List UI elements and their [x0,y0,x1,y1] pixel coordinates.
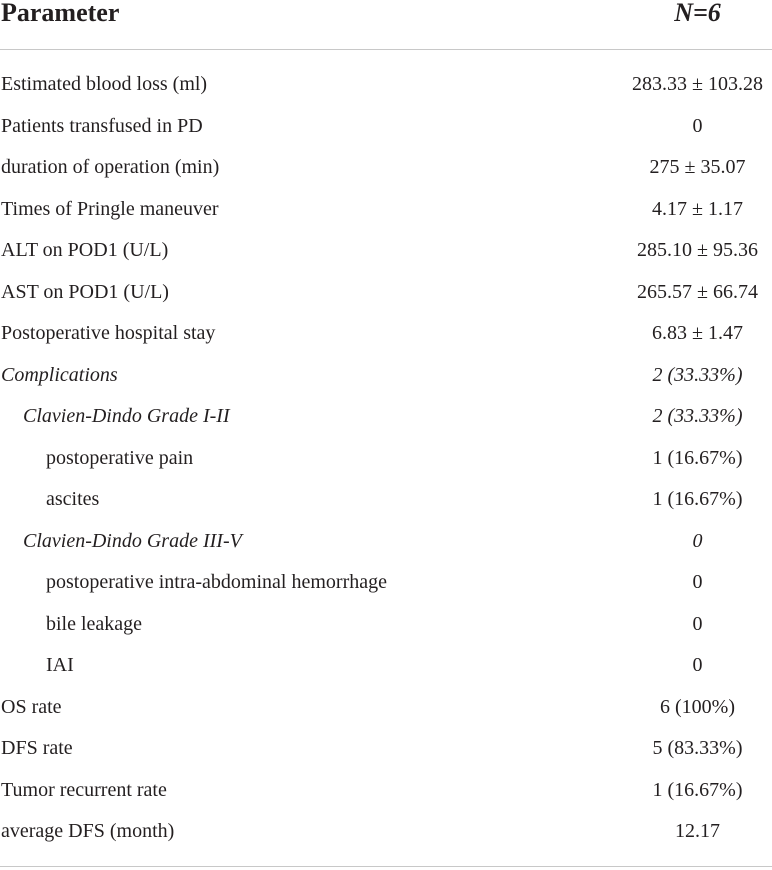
row-value: 0 [692,114,703,137]
row-label: AST on POD1 (U/L) [1,280,169,303]
row-value: 285.10 ± 95.36 [637,239,758,261]
row-value: 12.17 [675,820,720,842]
row-label: IAI [46,654,74,676]
table-row [0,147,772,189]
row-label: Patients transfused in PD [1,114,203,137]
row-label: postoperative intra-abdominal hemorrhage [46,571,387,593]
row-label: Clavien-Dindo Grade III-V [23,529,242,552]
table-row [0,645,772,687]
row-value: 6 (100%) [660,695,735,718]
row-value: 0 [692,571,703,593]
row-label: OS rate [1,695,62,718]
row-value: 2 (33.33%) [652,405,743,427]
header-n: N=6 [674,0,721,27]
table-row [0,479,772,521]
table-body [0,64,772,853]
row-label: postoperative pain [46,446,194,469]
row-label: Times of Pringle maneuver [1,197,219,220]
row-label: DFS rate [1,737,73,759]
row-label: ascites [46,488,100,510]
table-row [0,396,772,438]
row-value: 5 (83.33%) [652,737,743,759]
table-row [0,811,772,853]
row-value: 283.33 ± 103.28 [632,73,763,95]
table-row [0,438,772,480]
header-parameter: Parameter [1,0,120,27]
table-row [0,770,772,812]
table-row [0,313,772,355]
row-label: Postoperative hospital stay [1,322,216,344]
table-row [0,64,772,106]
table-row [0,604,772,646]
table-row [0,106,772,148]
row-value: 275 ± 35.07 [649,156,746,178]
row-value: 1 (16.67%) [652,488,743,510]
table-row [0,562,772,604]
row-value: 0 [692,612,703,635]
table-row [0,230,772,272]
table-header [0,0,772,50]
row-label: Complications [1,363,118,386]
row-label: Estimated blood loss (ml) [1,73,208,95]
row-value: 265.57 ± 66.74 [637,280,758,303]
table-row [0,189,772,231]
table-row [0,272,772,314]
row-value: 0 [692,654,703,676]
row-value: 6.83 ± 1.47 [652,322,743,344]
row-label: ALT on POD1 (U/L) [1,239,169,261]
table-row [0,521,772,563]
row-value: 4.17 ± 1.17 [652,197,743,220]
table-row [0,687,772,729]
row-label: Clavien-Dindo Grade I-II [23,405,230,427]
row-value: 1 (16.67%) [652,446,743,469]
row-label: bile leakage [46,612,143,635]
bottom-rule [0,866,772,867]
row-value: 1 (16.67%) [652,778,743,801]
row-label: Tumor recurrent rate [1,778,167,801]
row-value: 2 (33.33%) [652,363,743,386]
table-row [0,728,772,770]
row-value: 0 [692,529,703,552]
row-label: average DFS (month) [1,820,175,842]
row-label: duration of operation (min) [1,156,220,178]
table-row [0,355,772,397]
